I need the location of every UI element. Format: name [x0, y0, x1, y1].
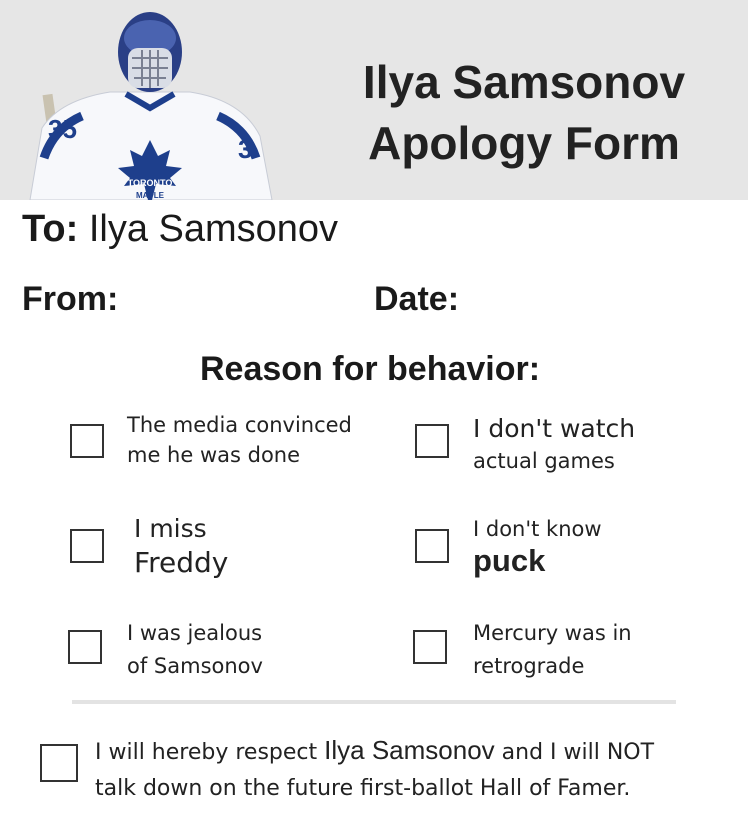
option-miss-freddy	[134, 512, 228, 580]
checkbox-miss-freddy[interactable]	[70, 529, 104, 563]
option-line: of Samsonov	[127, 654, 263, 678]
option-media-convinced	[127, 410, 352, 470]
title-line-1: Ilya Samsonov	[362, 56, 686, 108]
option-line: Freddy	[134, 546, 229, 579]
checkbox-mercury[interactable]	[413, 630, 447, 664]
option-line: Mercury was in	[473, 621, 632, 645]
option-line: The media convinced	[127, 413, 352, 437]
option-line: actual games	[473, 449, 615, 473]
svg-text:TORONTO: TORONTO	[127, 178, 173, 188]
pledge-line-2: talk down on the future first-ballot Hall of Famer.	[95, 776, 631, 801]
option-dont-watch	[473, 412, 635, 476]
checkbox-pledge[interactable]	[40, 744, 78, 782]
title-line-2: Apology Form	[368, 117, 680, 169]
divider	[72, 700, 676, 704]
option-line: I don't know	[473, 517, 602, 541]
option-line: retrograde	[473, 654, 585, 678]
option-line: I was jealous	[127, 621, 263, 645]
page-title	[300, 52, 748, 174]
date-label: Date:	[374, 280, 460, 318]
option-jealous	[127, 618, 263, 684]
svg-text:MAPLE: MAPLE	[136, 191, 164, 200]
option-dont-know-puck	[473, 514, 602, 578]
pledge-part1: I will hereby respect	[95, 740, 325, 765]
pledge-line-1	[95, 732, 654, 771]
option-line: I don't watch	[473, 414, 636, 443]
to-value: Ilya Samsonov	[88, 208, 339, 250]
option-line: I miss	[134, 514, 207, 543]
header-banner	[0, 0, 748, 200]
checkbox-jealous[interactable]	[68, 630, 102, 664]
svg-text:3: 3	[238, 134, 253, 164]
pledge-text	[95, 732, 654, 807]
to-field	[22, 206, 338, 252]
svg-text:35: 35	[48, 114, 77, 144]
pledge-part2: and I will NOT	[494, 740, 655, 765]
checkbox-dont-know-puck[interactable]	[415, 529, 449, 563]
checkbox-media-convinced[interactable]	[70, 424, 104, 458]
option-line: me he was done	[127, 443, 301, 467]
checkbox-dont-watch[interactable]	[415, 424, 449, 458]
to-label: To:	[22, 208, 79, 250]
reason-heading: Reason for behavior:	[200, 350, 541, 388]
goalie-photo	[20, 8, 280, 200]
from-label: From:	[22, 280, 119, 318]
pledge-name: Ilya Samsonov	[324, 735, 495, 765]
option-mercury	[473, 618, 632, 684]
option-line: puck	[473, 543, 546, 578]
